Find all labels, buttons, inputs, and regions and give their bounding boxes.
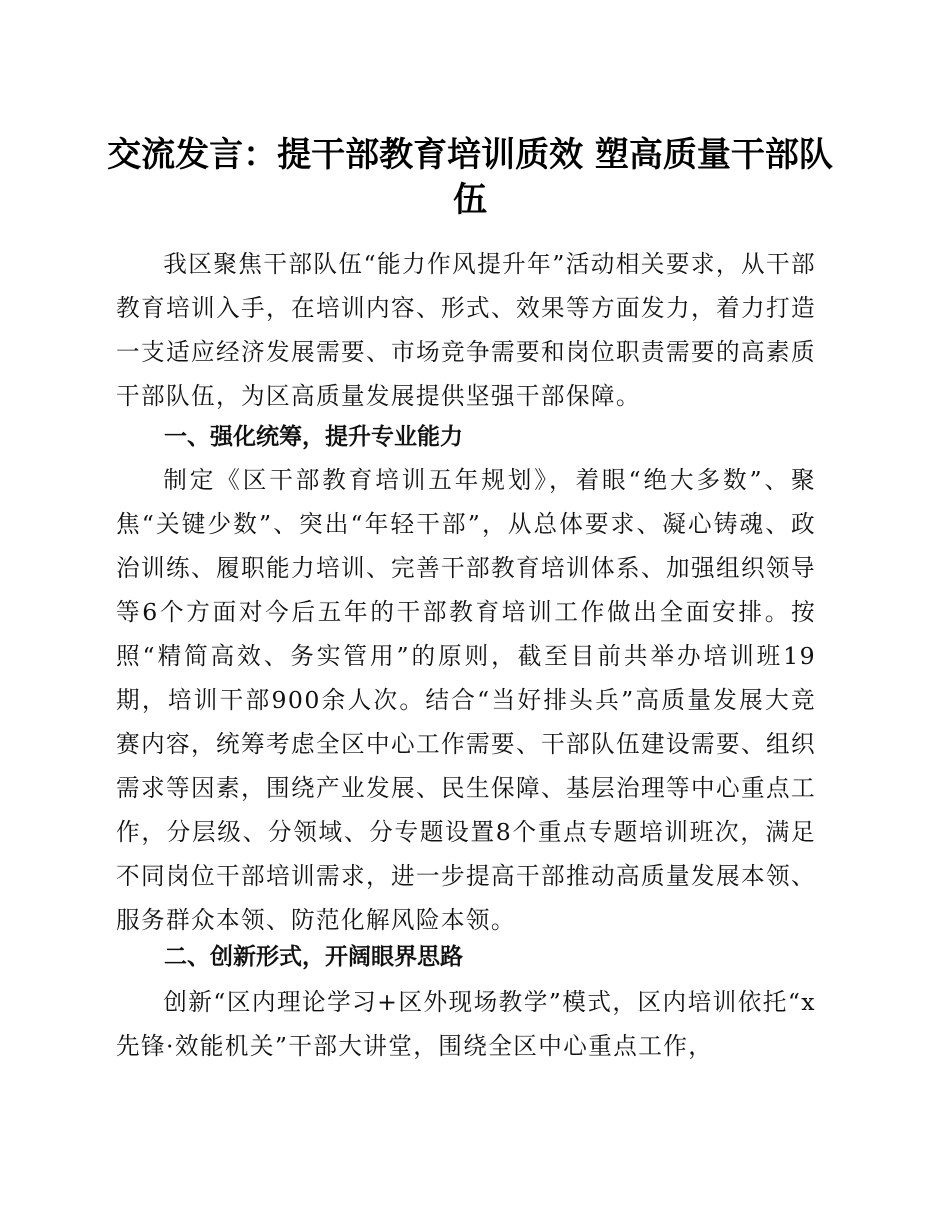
section-1-paragraph: 制定《区干部教育培训五年规划》，着眼“绝大多数”、聚焦“关键少数”、突出“年轻干部”，从总体要求、凝心铸魂、政治训练、履职能力培训、完善干部教育培训体系、加强组织领导等6个方面对今后五年的干部教育培训工作做出全面安排。按照“精简高效、务实管用”的原则，截至目前共举办培训班19期，培训干部900余人次。结合“当好排头兵”高质量发展大竞赛内容，统筹考虑全区中心工作需要、干部队伍建设需要、组织需求等因素，围绕产业发展、民生保障、基层治理等中心重点工作，分层级、分领域、分专题设置8个重点专题培训班次，满足不同岗位干部培训需求，进一步提高干部推动高质量发展本领、服务群众本领、防范化解风险本领。 xyxy=(116,466,816,934)
section-2-heading: 二、创新形式，开阔眼界思路 xyxy=(164,944,463,970)
document-title: 交流发言：提干部教育培训质效 塑高质量干部队伍 xyxy=(107,135,833,220)
intro-paragraph: 我区聚焦干部队伍“能力作风提升年”活动相关要求，从干部教育培训入手，在培训内容、形式、效果等方面发力，着力打造一支适应经济发展需要、市场竞争需要和岗位职责需要的高素质干部队伍，为区高质量发展提供坚强干部保障。 xyxy=(116,250,816,410)
section-1-heading: 一、强化统筹，提升专业能力 xyxy=(164,424,463,450)
section-2-paragraph: 创新“区内理论学习+区外现场教学”模式，区内培训依托“x先锋·效能机关”干部大讲堂，围绕全区中心重点工作， xyxy=(116,988,816,1060)
